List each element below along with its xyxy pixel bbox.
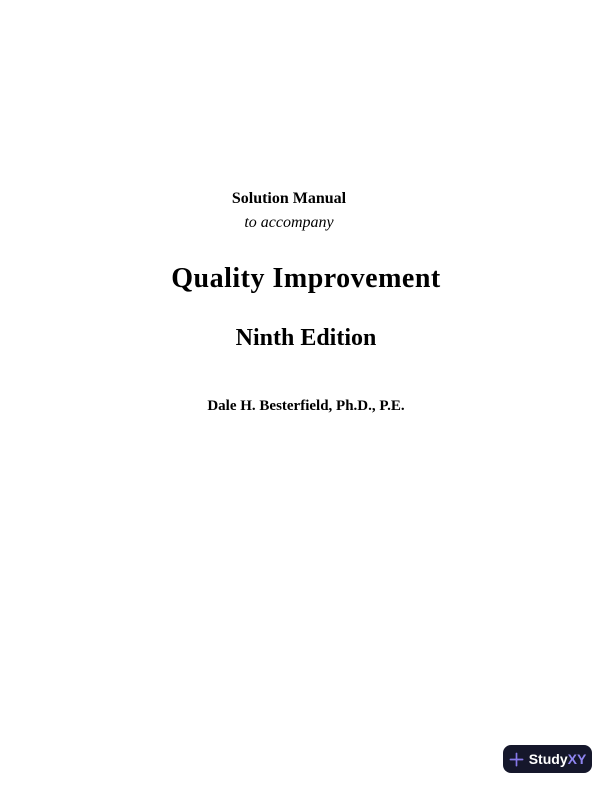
document-author: Dale H. Besterfield, Ph.D., P.E. <box>207 398 405 414</box>
document-title: Quality Improvement <box>171 263 441 294</box>
brand-label-second: XY <box>567 751 587 767</box>
brand-label <box>529 752 587 766</box>
document-subtitle-line2: to accompany <box>244 214 334 231</box>
document-subtitle-line1: Solution Manual <box>231 190 347 207</box>
brand-label-first: Study <box>528 751 568 767</box>
plus-icon <box>509 752 524 767</box>
studyxy-brand-badge[interactable] <box>503 745 592 773</box>
document-edition: Ninth Edition <box>235 325 377 351</box>
